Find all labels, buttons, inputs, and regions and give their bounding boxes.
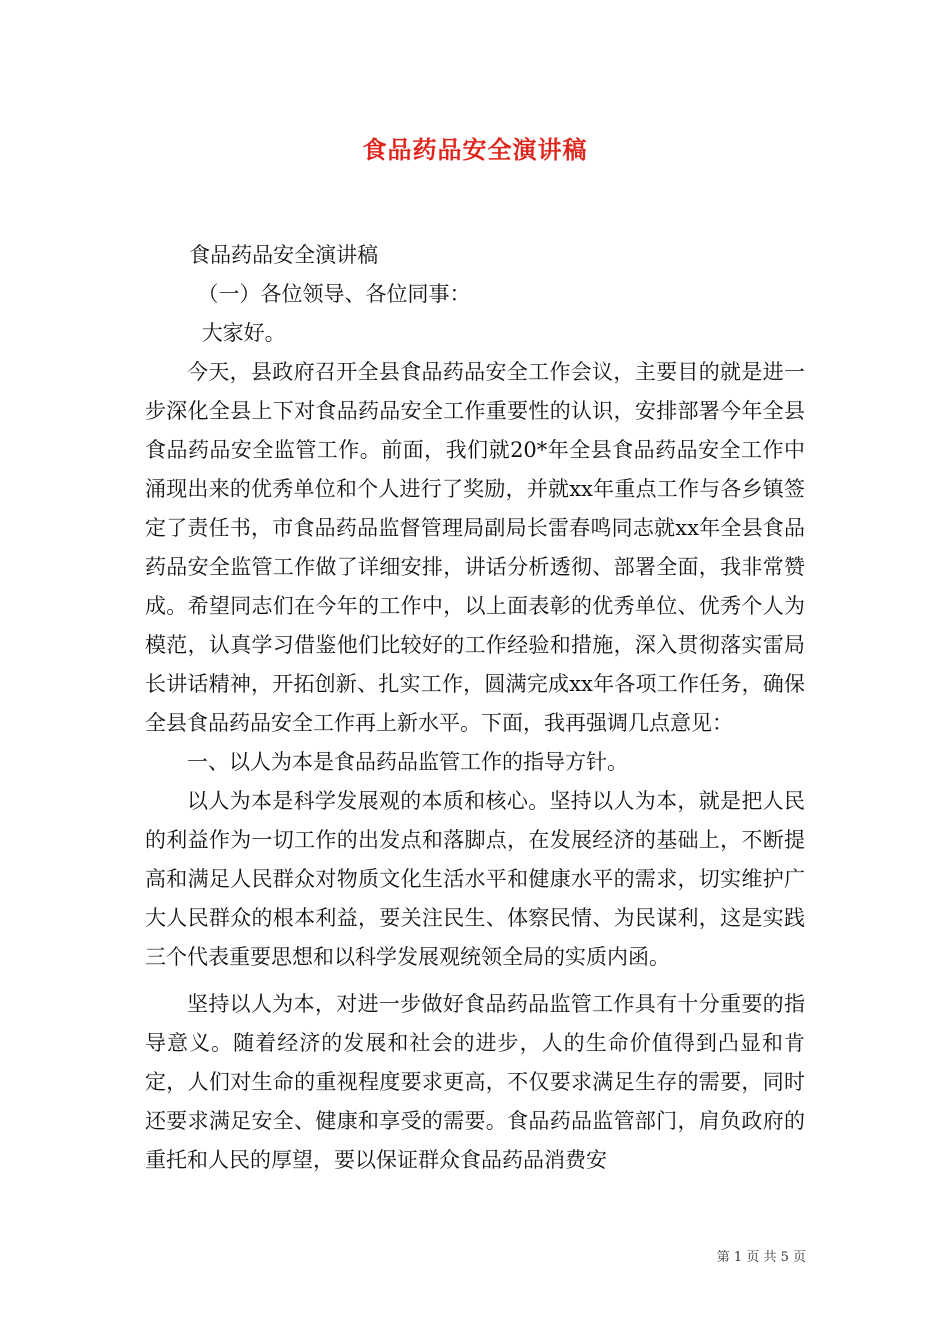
paragraph-people-oriented: 以人为本是科学发展观的本质和核心。坚持以人为本，就是把人民的利益作为一切工作的出发点和落脚点，在发展经济的基础上，不断提高和满足人民群众对物质文化生活水平和健康水平的需求，切实维护广大人民群众的根本利益，要关注民生、体察民情、为民谋利，这是实践三个代表重要思想和以科学发展观统领全局的实质内函。: [145, 789, 805, 969]
document-title: 食品药品安全演讲稿: [362, 135, 588, 164]
paragraph-opening: 今天，县政府召开全县食品药品安全工作会议，主要目的就是进一步深化全县上下对食品药品安全工作重要性的认识，安排部署今年全县食品药品安全监管工作。前面，我们就20*年全县食品药品安全工作中涌现出来的优秀单位和个人进行了奖励，并就xx年重点工作与各乡镇签定了责任书，市食品药品监督管理局副局长雷春鸣同志就xx年全县食品药品安全监管工作做了详细安排，讲话分析透彻、部署全面，我非常赞成。希望同志们在今年的工作中，以上面表彰的优秀单位、优秀个人为模范，认真学习借鉴他们比较好的工作经验和措施，深入贯彻落实雷局长讲话精神，开拓创新、扎实工作，圆满完成xx年各项工作任务，确保全县食品药品安全工作再上新水平。下面，我再强调几点意见：: [145, 360, 805, 735]
paragraph-guidance: 坚持以人为本，对进一步做好食品药品监管工作具有十分重要的指导意义。随着经济的发展和社会的进步，人的生命价值得到凸显和肯定，人们对生命的重视程度要求更高，不仅要求满足生存的需要，同时还要求满足安全、健康和享受的需要。食品药品监管部门，肩负政府的重托和人民的厚望，要以保证群众食品药品消费安: [145, 992, 805, 1172]
greeting: 大家好。: [201, 321, 286, 345]
page-number-indicator: 第 1 页 共 5 页: [716, 1250, 806, 1265]
section-heading-1: 一、以人为本是食品药品监管工作的指导方针。: [187, 750, 628, 774]
document-subtitle: 食品药品安全演讲稿: [189, 243, 379, 267]
document-body: [145, 236, 805, 1180]
salutation: （一）各位领导、各位同事：: [197, 282, 471, 306]
